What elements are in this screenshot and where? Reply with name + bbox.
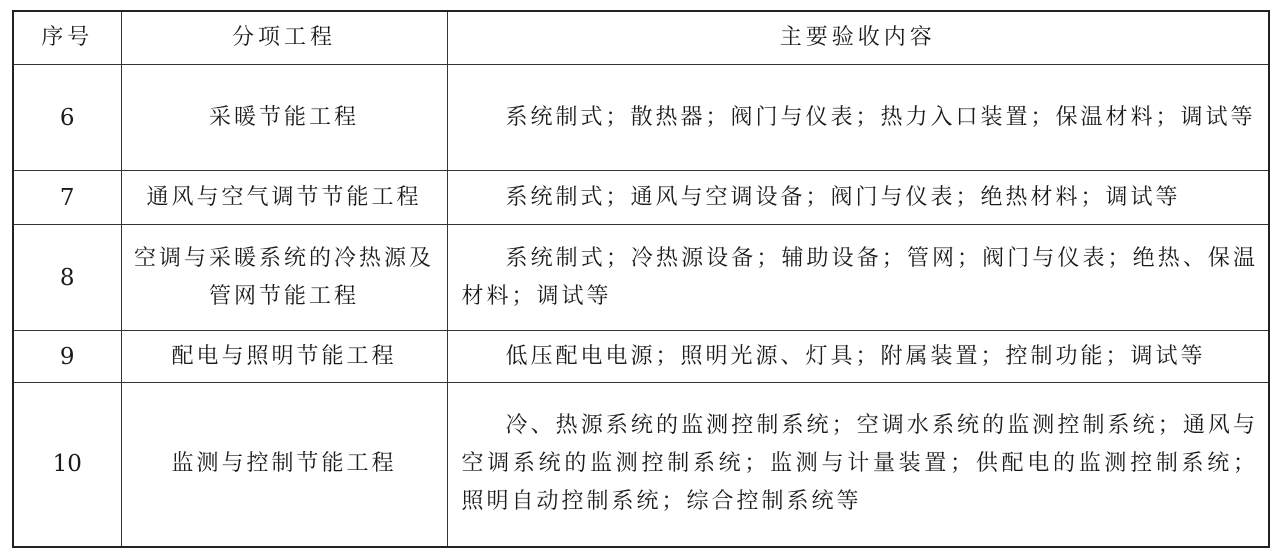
acceptance-table-container xyxy=(12,10,1268,546)
table-row xyxy=(13,225,1269,331)
row-serial-number: 7 xyxy=(13,171,121,225)
header-serial-number: 序号 xyxy=(13,11,121,65)
row-acceptance-content: 冷、热源系统的监测控制系统；空调水系统的监测控制系统；通风与空调系统的监测控制系统；监测与计量装置；供配电的监测控制系统；照明自动控制系统；综合控制系统等 xyxy=(447,383,1269,547)
table-row xyxy=(13,65,1269,171)
table-header-row xyxy=(13,11,1269,65)
header-acceptance-content: 主要验收内容 xyxy=(447,11,1269,65)
table-row xyxy=(13,331,1269,383)
row-serial-number: 10 xyxy=(13,383,121,547)
row-serial-number: 8 xyxy=(13,225,121,331)
row-sub-project: 配电与照明节能工程 xyxy=(121,331,447,383)
row-acceptance-content: 系统制式；冷热源设备；辅助设备；管网；阀门与仪表；绝热、保温材料；调试等 xyxy=(447,225,1269,331)
acceptance-table xyxy=(12,10,1270,548)
row-serial-number: 9 xyxy=(13,331,121,383)
row-sub-project: 空调与采暖系统的冷热源及管网节能工程 xyxy=(121,225,447,331)
row-acceptance-content: 系统制式；散热器；阀门与仪表；热力入口装置；保温材料；调试等 xyxy=(447,65,1269,171)
row-acceptance-content: 系统制式；通风与空调设备；阀门与仪表；绝热材料；调试等 xyxy=(447,171,1269,225)
row-acceptance-content: 低压配电电源；照明光源、灯具；附属装置；控制功能；调试等 xyxy=(447,331,1269,383)
row-serial-number: 6 xyxy=(13,65,121,171)
table-row xyxy=(13,171,1269,225)
row-sub-project: 采暖节能工程 xyxy=(121,65,447,171)
row-sub-project: 通风与空气调节节能工程 xyxy=(121,171,447,225)
table-row xyxy=(13,383,1269,547)
row-sub-project: 监测与控制节能工程 xyxy=(121,383,447,547)
header-sub-project: 分项工程 xyxy=(121,11,447,65)
